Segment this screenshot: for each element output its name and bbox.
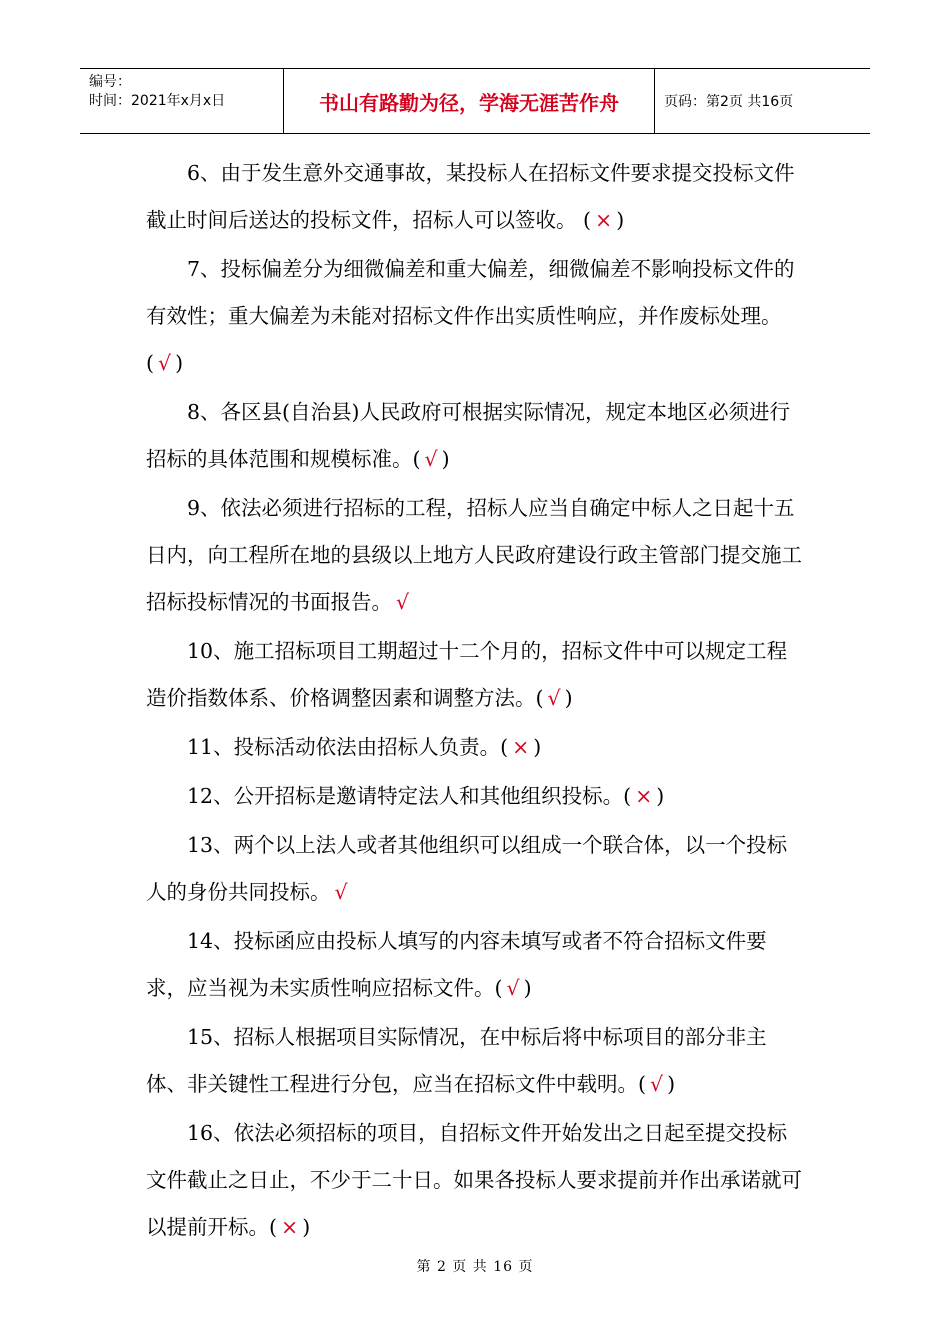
question-paragraph	[146, 822, 806, 916]
cross-mark-icon: ×	[281, 1215, 299, 1239]
question-item	[146, 150, 806, 244]
question-item	[146, 822, 806, 916]
answer-open-paren: (	[412, 447, 421, 471]
question-text: 11、投标活动依法由招标人负责。	[187, 735, 501, 759]
answer-close-paren: )	[523, 976, 532, 1000]
answer-close-paren: )	[302, 1215, 311, 1239]
answer-open-paren: (	[494, 976, 503, 1000]
check-mark-icon: √	[158, 351, 172, 375]
check-mark-icon: √	[396, 590, 410, 614]
question-item	[146, 1110, 806, 1251]
question-item	[146, 389, 806, 483]
cross-mark-icon: ×	[595, 208, 613, 232]
header-meta	[80, 69, 283, 133]
question-item	[146, 485, 806, 626]
question-paragraph	[146, 389, 806, 483]
answer-open-paren: (	[535, 686, 544, 710]
question-paragraph	[146, 485, 806, 626]
question-item	[146, 918, 806, 1012]
document-number-label: 编号：	[89, 74, 131, 90]
question-text: 8、各区县(自治县)人民政府可根据实际情况，规定本地区必须进行招标的具体范围和规模标准。	[146, 400, 791, 471]
question-paragraph	[146, 1110, 806, 1251]
question-item	[146, 246, 806, 387]
answer-open-paren: (	[500, 735, 509, 759]
header-page-info: 页码：第2页 共16页	[664, 94, 794, 110]
question-paragraph	[146, 773, 806, 820]
cross-mark-icon: ×	[512, 735, 530, 759]
question-text: 14、投标函应由投标人填写的内容未填写或者不符合招标文件要求，应当视为未实质性响应招标文件。	[146, 929, 767, 1000]
question-list	[146, 150, 806, 1253]
answer-close-paren: )	[616, 208, 625, 232]
answer-close-paren: )	[441, 447, 450, 471]
question-paragraph	[146, 724, 806, 771]
check-mark-icon: √	[547, 686, 561, 710]
answer-close-paren: )	[656, 784, 665, 808]
answer-open-paren: (	[576, 208, 592, 232]
question-text: 15、招标人根据项目实际情况，在中标后将中标项目的部分非主体、非关键性工程进行分包，应当在招标文件中载明。	[146, 1025, 767, 1096]
question-item	[146, 724, 806, 771]
question-paragraph	[146, 150, 806, 244]
question-paragraph	[146, 246, 806, 387]
answer-open-paren: (	[623, 784, 632, 808]
question-text: 6、由于发生意外交通事故，某投标人在招标文件要求提交投标文件截止时间后送达的投标文件，招标人可以签收。	[146, 161, 795, 232]
question-text: 10、施工招标项目工期超过十二个月的，招标文件中可以规定工程造价指数体系、价格调整因素和调整方法。	[146, 639, 788, 710]
check-mark-icon: √	[424, 447, 438, 471]
answer-close-paren: )	[175, 351, 184, 375]
document-time-label: 时间：2021年x月x日	[89, 93, 226, 109]
question-item	[146, 628, 806, 722]
check-mark-icon: √	[650, 1072, 664, 1096]
question-text: 13、两个以上法人或者其他组织可以组成一个联合体，以一个投标人的身份共同投标。	[146, 833, 788, 904]
question-text: 7、投标偏差分为细微偏差和重大偏差，细微偏差不影响投标文件的有效性；重大偏差为未能对招标文件作出实质性响应，并作废标处理。	[146, 257, 795, 328]
page-footer: 第 2 页 共 16 页	[416, 1259, 534, 1275]
question-text: 9、依法必须进行招标的工程，招标人应当自确定中标人之日起十五日内，向工程所在地的县级以上地方人民政府建设行政主管部门提交施工招标投标情况的书面报告。	[146, 496, 802, 614]
check-mark-icon: √	[334, 880, 348, 904]
answer-close-paren: )	[533, 735, 542, 759]
page-header	[80, 68, 870, 134]
cross-mark-icon: ×	[635, 784, 653, 808]
question-paragraph	[146, 918, 806, 1012]
answer-open-paren: (	[269, 1215, 277, 1239]
header-motto: 书山有路勤为径，学海无涯苦作舟	[283, 69, 655, 133]
answer-close-paren: )	[667, 1072, 676, 1096]
answer-open-paren: (	[146, 351, 154, 375]
question-text: 12、公开招标是邀请特定法人和其他组织投标。	[187, 784, 624, 808]
question-item	[146, 773, 806, 820]
question-item	[146, 1014, 806, 1108]
question-paragraph	[146, 1014, 806, 1108]
answer-open-paren: (	[638, 1072, 646, 1096]
question-paragraph	[146, 628, 806, 722]
question-text: 16、依法必须招标的项目，自招标文件开始发出之日起至提交投标文件截止之日止，不少于二十日。如果各投标人要求提前并作出承诺就可以提前开标。	[146, 1121, 802, 1239]
check-mark-icon: √	[506, 976, 520, 1000]
answer-close-paren: )	[564, 686, 573, 710]
